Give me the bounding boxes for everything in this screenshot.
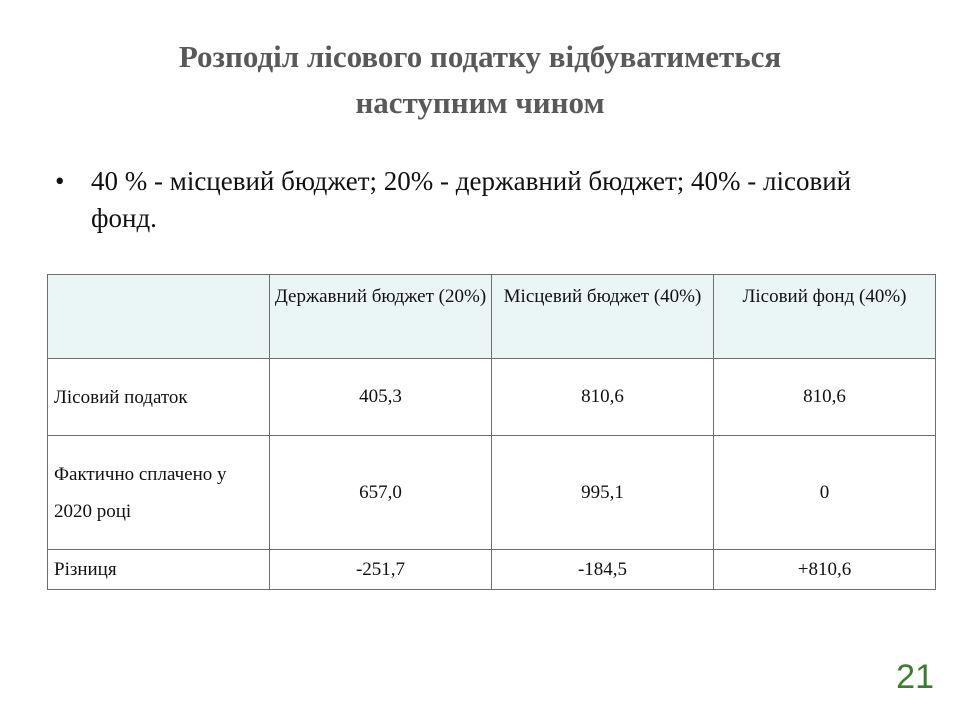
table-row <box>48 436 936 550</box>
header-cell-forest-fund: Лісовий фонд (40%) <box>714 275 936 359</box>
header-cell-empty <box>48 275 270 359</box>
table-row <box>48 550 936 590</box>
cell-value: 810,6 <box>492 359 714 436</box>
table-header-row <box>48 275 936 359</box>
tax-distribution-table <box>47 274 936 590</box>
header-cell-local-budget: Місцевий бюджет (40%) <box>492 275 714 359</box>
bullet-text: 40 % - місцевий бюджет; 20% - державний бюджет; 40% - лісовий фонд. <box>91 166 852 233</box>
cell-value: 0 <box>714 436 936 550</box>
cell-value: -251,7 <box>270 550 492 590</box>
cell-value: 657,0 <box>270 436 492 550</box>
page-number: 21 <box>896 658 934 696</box>
cell-value: 995,1 <box>492 436 714 550</box>
slide-title-line-1: Розподіл лісового податку відбуватиметься <box>178 39 782 74</box>
row-label: Різниця <box>48 550 270 590</box>
bullet-marker: • <box>55 166 65 196</box>
cell-value: 405,3 <box>270 359 492 436</box>
header-cell-state-budget: Державний бюджет (20%) <box>270 275 492 359</box>
slide-title <box>80 34 880 126</box>
cell-value: +810,6 <box>714 550 936 590</box>
table-row <box>48 359 936 436</box>
bullet-point <box>55 163 915 237</box>
cell-value: 810,6 <box>714 359 936 436</box>
cell-value: -184,5 <box>492 550 714 590</box>
row-label: Фактично сплачено у 2020 році <box>48 436 270 550</box>
row-label: Лісовий податок <box>48 359 270 436</box>
slide-title-line-2: наступним чином <box>355 85 605 120</box>
